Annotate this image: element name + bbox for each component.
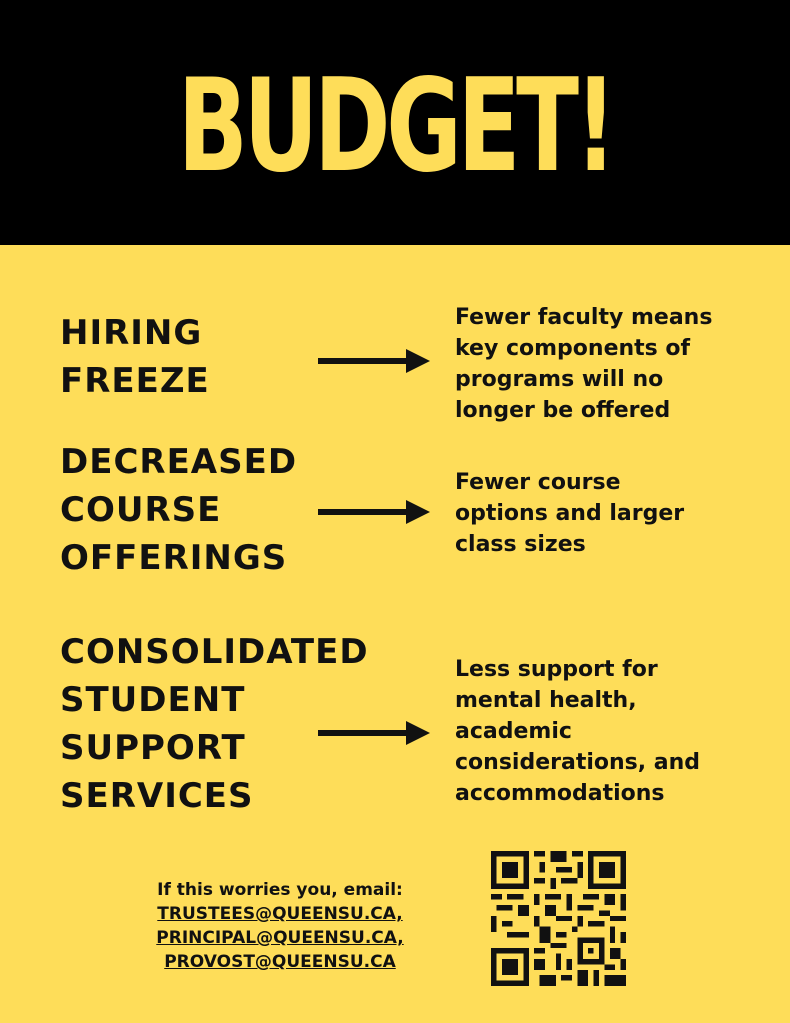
right-arrow-icon (318, 349, 428, 373)
page-title: BUDGET! (177, 52, 613, 201)
desc-line: options and larger (455, 501, 685, 526)
desc-line: key components of (455, 336, 691, 361)
desc-line: academic (455, 719, 572, 744)
desc-line: Fewer course (455, 470, 621, 495)
item-description-consolidated-student-support-services (455, 654, 775, 809)
desc-line: class sizes (455, 532, 586, 557)
email-link-principal[interactable]: PRINCIPAL@QUEENSU.CA, (156, 928, 404, 948)
label-line: FREEZE (60, 361, 210, 401)
header-banner (0, 0, 790, 245)
label-line: OFFERINGS (60, 538, 288, 578)
right-arrow-icon (318, 500, 428, 524)
label-line: STUDENT (60, 680, 246, 720)
qr-code-icon[interactable] (491, 851, 626, 986)
desc-line: longer be offered (455, 398, 671, 423)
label-line: COURSE (60, 490, 222, 530)
desc-line: mental health, (455, 688, 637, 713)
desc-line: considerations, and (455, 750, 701, 775)
desc-line: accommodations (455, 781, 665, 806)
desc-line: programs will no (455, 367, 664, 392)
label-line: SUPPORT (60, 728, 246, 768)
email-link-trustees[interactable]: TRUSTEES@QUEENSU.CA, (157, 904, 403, 924)
email-link-provost[interactable]: PROVOST@QUEENSU.CA (164, 952, 396, 972)
contact-block (130, 878, 430, 974)
label-line: DECREASED (60, 442, 298, 482)
item-description-decreased-course-offerings (455, 467, 775, 560)
desc-line: Less support for (455, 657, 658, 682)
contact-intro: If this worries you, email: (157, 880, 403, 900)
label-line: HIRING (60, 313, 203, 353)
desc-line: Fewer faculty means (455, 305, 713, 330)
item-description-hiring-freeze (455, 302, 775, 426)
right-arrow-icon (318, 721, 428, 745)
label-line: SERVICES (60, 776, 254, 816)
label-line: CONSOLIDATED (60, 632, 369, 672)
